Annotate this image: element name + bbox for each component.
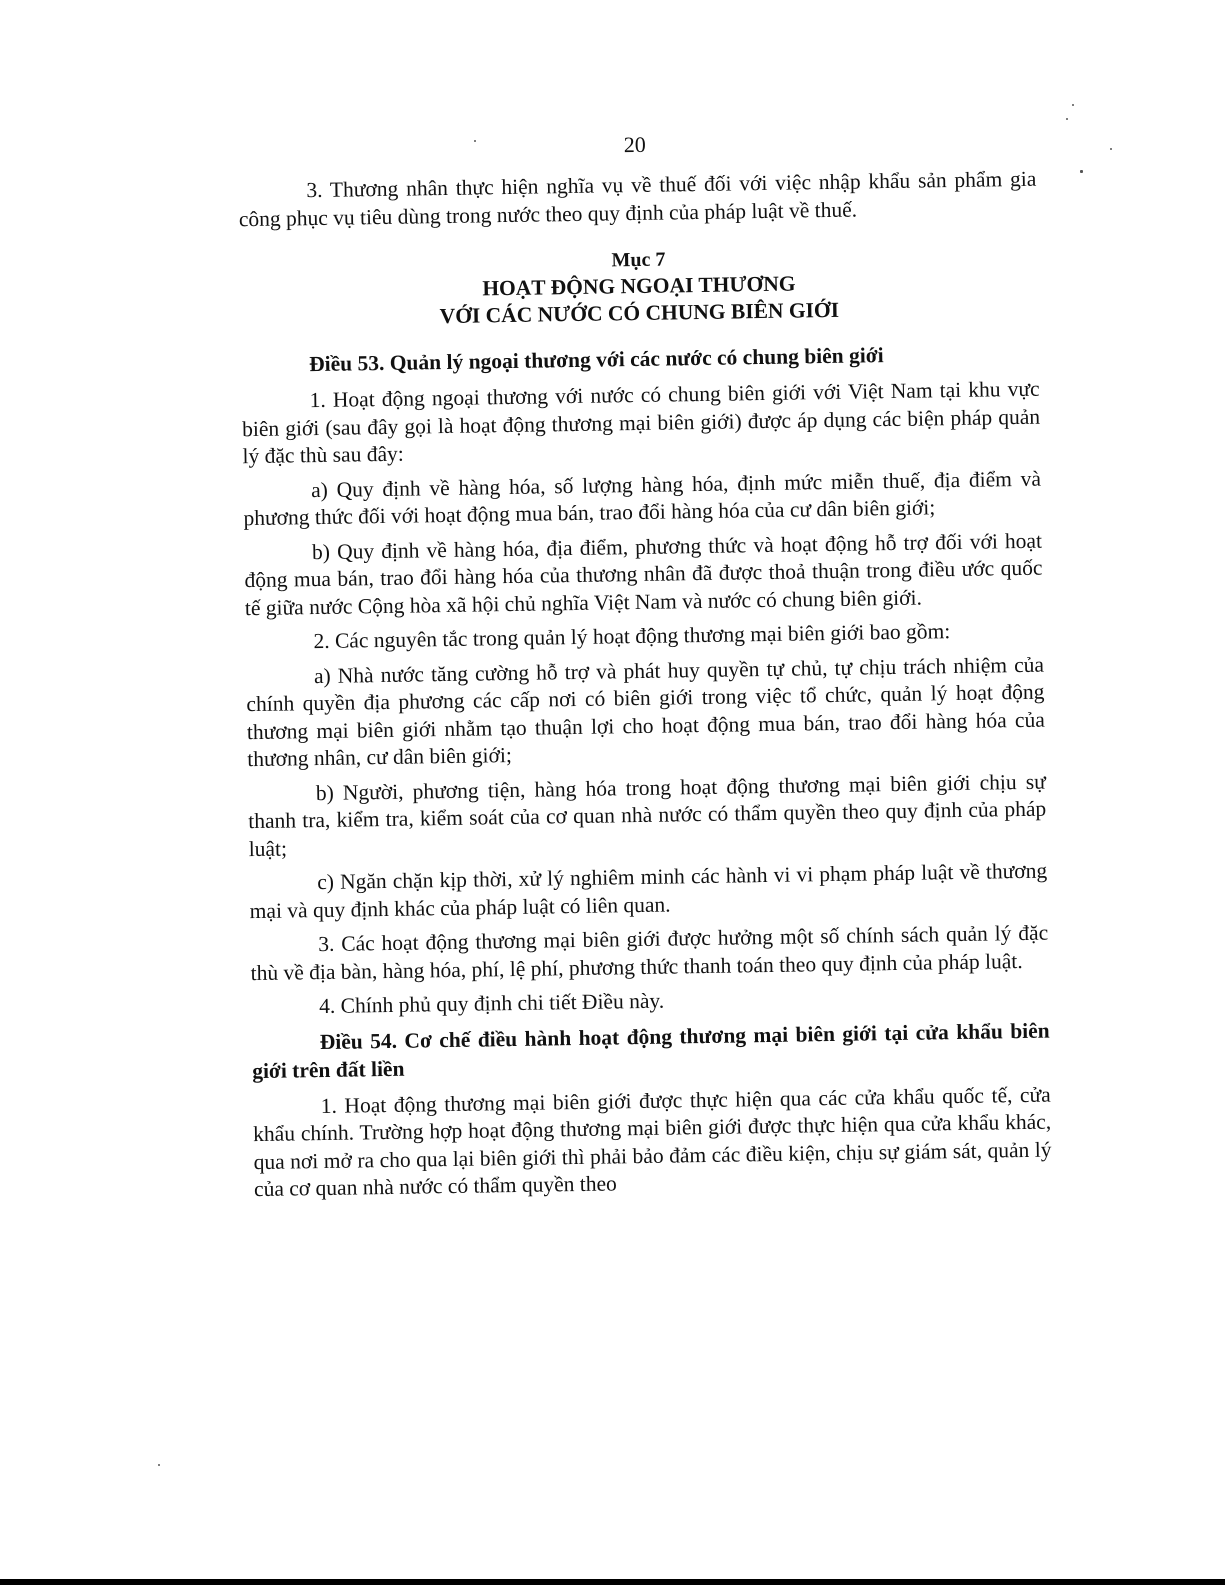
article-54-heading: Điều 54. Cơ chế điều hành hoạt động thương mại biên giới tại cửa khẩu biên giới trên đất liền (252, 1018, 1050, 1083)
scanner-edge (0, 1579, 1225, 1585)
article-53-clause-1b: b) Quy định về hàng hóa, địa điểm, phương thức và hoạt động hỗ trợ đối với hoạt động mua bán, trao đổi hàng hóa của thương nhân đã được thoả thuận trong điều ước quốc tế giữa nước Cộng hòa xã hội chủ nghĩa Việt Nam và nước có chung biên giới. (244, 528, 1043, 620)
section-label: Mục 7 (611, 248, 666, 272)
scan-speck (1072, 104, 1074, 106)
article-53-clause-2c: c) Ngăn chặn kịp thời, xử lý nghiêm minh các hành vi vi phạm pháp luật về thương mại và quy định khác của pháp luật có liên quan. (249, 858, 1048, 923)
article-53-heading: Điều 53. Quản lý ngoại thương với các nước có chung biên giới (308, 343, 884, 377)
scan-speck (474, 140, 476, 142)
article-53-clause-2b: b) Người, phương tiện, hàng hóa trong hoạt động thương mại biên giới chịu sự thanh tra, kiểm tra, kiểm soát của cơ quan nhà nước có thẩm quyền theo quy định của pháp luật; (248, 769, 1047, 861)
scan-speck (158, 1464, 160, 1466)
article-53-clause-1a: a) Quy định về hàng hóa, số lượng hàng hóa, định mức miễn thuế, địa điểm và phương thức đối với hoạt động mua bán, trao đổi hàng hóa của cư dân biên giới; (243, 466, 1042, 531)
scan-speck (1110, 148, 1112, 150)
section-heading (239, 241, 1038, 334)
scan-speck (1066, 118, 1068, 120)
article-53-clause-1: 1. Hoạt động ngoại thương với nước có chung biên giới với Việt Nam tại khu vực biên giới (sau đây gọi là hoạt động thương mại biên giới) được áp dụng các biện pháp quản lý đặc thù sau đây: (241, 376, 1041, 469)
article-54-clause-1: 1. Hoạt động thương mại biên giới được thực hiện qua các cửa khẩu quốc tế, cửa khẩu chính. Trường hợp hoạt động thương mại biên giới được thực hiện qua cửa khẩu khác, qua nơi mở ra cho qua lại biên giới thì phải bảo đảm các điều kiện, chịu sự giám sát, quản lý của cơ quan nhà nước có thẩm quyền theo (253, 1082, 1052, 1202)
section-title-line-1: HOẠT ĐỘNG NGOẠI THƯƠNG (482, 271, 796, 301)
article-53-clause-2: 2. Các nguyên tắc trong quản lý hoạt động thương mại biên giới bao gồm: (313, 619, 951, 654)
article-53-clause-2a: a) Nhà nước tăng cường hỗ trợ và phát huy quyền tự chủ, tự chịu trách nhiệm của chính quyền địa phương các cấp nơi có biên giới trong việc tổ chức, quản lý hoạt động thương mại biên giới nhằm tạo thuận lợi cho hoạt động mua bán, trao đổi hàng hóa của thương nhân, cư dân biên giới; (246, 652, 1045, 772)
article-53-clause-4: 4. Chính phủ quy định chi tiết Điều này. (319, 988, 665, 1019)
page-number: 20 (623, 131, 646, 158)
article-53-clause-3: 3. Các hoạt động thương mại biên giới được hưởng một số chính sách quản lý đặc thù về địa bàn, hàng hóa, phí, lệ phí, phương thức thanh toán theo quy định của pháp luật. (250, 920, 1049, 985)
intro-clause: 3. Thương nhân thực hiện nghĩa vụ về thuế đối với việc nhập khẩu sản phẩm gia công phục vụ tiêu dùng trong nước theo quy định của pháp luật về thuế. (238, 166, 1037, 231)
section-title-line-2: VỚI CÁC NƯỚC CÓ CHUNG BIÊN GIỚI (439, 297, 840, 329)
document-body (238, 166, 1052, 1211)
scan-speck (1080, 170, 1083, 173)
